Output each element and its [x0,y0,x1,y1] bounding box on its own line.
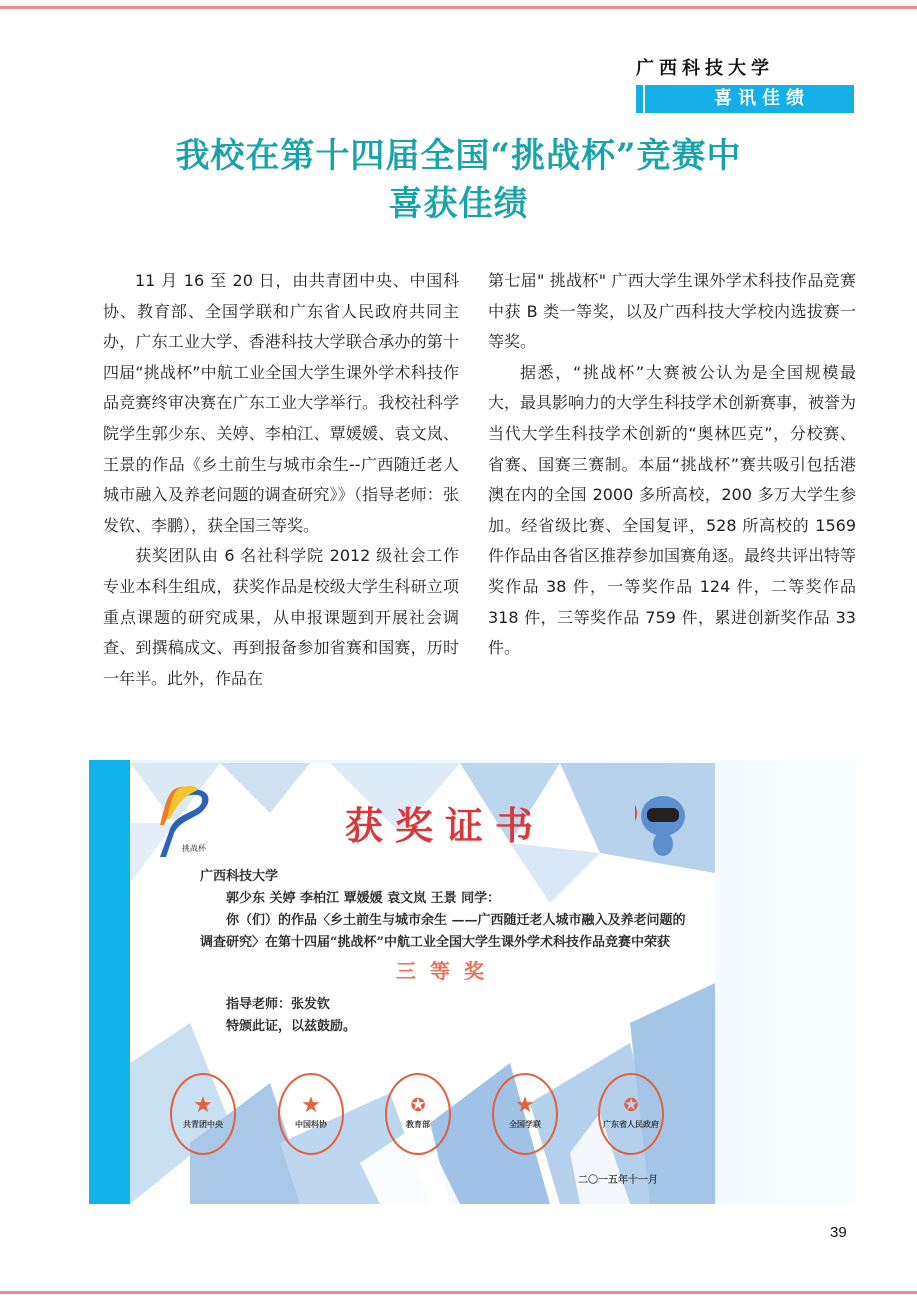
section-band [636,85,854,113]
paragraph: 据悉，“挑战杯”大赛被公认为是全国规模最大，最具影响力的大学生科技学术创新赛事，被誉为当代大学生科技学术创新的“奥林匹克”，分校赛、省赛、国赛三赛制。本届“挑战杯”赛共吸引包括港澳在内的全国 2000 多所高校，200 多万大学生参加。经省级比赛、全国复评，528 所高校的 1569 件作品由各省区推荐参加国赛角逐。最终共评出特等奖作品 38 件，一等奖作品 124 件，二等奖作品 318 件，三等奖作品 759 件，累进创新奖作品 33 件。 [488,362,857,658]
article-column-right [488,266,856,664]
seal-guangdong-government [598,1073,664,1155]
figure-side-strip [89,760,130,1204]
section-label: 喜讯佳绩 [714,88,810,109]
seal-label: 教育部 [406,1119,430,1129]
masthead [636,58,854,113]
award-level: 三等奖 [396,959,498,983]
star-icon: ★ [193,1093,213,1118]
seal-youth-league [170,1073,236,1155]
paragraph: 11 月 16 至 20 日，由共青团中央、中国科协、教育部、全国学联和广东省人民政府共同主办，广东工业大学、香港科技大学联合承办的第十四届“挑战杯”中航工业全国大学生课外学术科技作品竞赛终审决赛在广东工业大学举行。我校社科学院学生郭少东、关婷、李柏江、覃媛媛、袁文岚、王景的作品《乡土前生与城市余生--广西随迁老人城市融入及养老问题的调查研究》》（指导老师：张发钦、李鹏），获全国三等奖。 [103,271,459,535]
certificate-citation: 你（们）的作品〈乡土前生与城市余生 ——广西随迁老人城市融入及养老问题的调查研究〉在第十四届“挑战杯”中航工业全国大学生课外学术科技作品竞赛中荣获 [200,913,686,950]
award-certificate [130,763,715,1204]
seal-label: 全国学联 [509,1119,541,1129]
seal-label: 中国科协 [295,1119,327,1129]
star-icon: ★ [515,1093,535,1118]
seal-student-federation [492,1073,558,1155]
certificate-title: 获奖证书 [345,803,546,848]
official-seals [170,1073,690,1163]
advisor-line: 指导老师：张发钦 [226,997,331,1012]
certificate-body [200,866,694,1038]
recipient-school: 广西科技大学 [200,869,279,884]
star-icon: ★ [301,1093,321,1118]
seal-label: 共青团中央 [183,1119,223,1129]
svg-text:挑战杯: 挑战杯 [182,844,206,853]
seal-label: 广东省人民政府 [603,1119,659,1129]
recipient-names: 郭少东 关婷 李柏江 覃媛媛 袁文岚 王景 同学： [226,891,501,906]
challenge-cup-logo-icon [152,785,222,863]
title-line-2: 喜获佳绩 [388,184,529,224]
seal-cast [278,1073,344,1155]
paragraph: 第七届" 挑战杯" 广西大学生课外学术科技作品竞赛中获 B 类一等奖，以及广西科技大学校内选拔赛一等奖。 [488,271,856,352]
bottom-accent-rule [0,1291,917,1294]
top-accent-rule [0,6,917,9]
paragraph: 获奖团队由 6 名社科学院 2012 级社会工作专业本科生组成，获奖作品是校级大学生科研立项重点课题的研究成果，从申报课题到开展社会调查、到撰稿成文、再到报备参加省赛和国赛，历时一年半。此外，作品在 [103,546,459,688]
national-emblem-icon: ✪ [623,1095,639,1116]
certificate-date: 二〇一五年十一月 [578,1175,658,1186]
page-number: 39 [830,1224,847,1241]
page-title [0,132,917,228]
band-notch [643,85,645,113]
seal-ministry-of-education [385,1073,451,1155]
national-emblem-icon: ✪ [410,1095,426,1116]
closing-line: 特颁此证，以兹鼓励。 [226,1019,357,1034]
certificate-figure [89,760,856,1204]
title-line-1: 我校在第十四届全国“挑战杯”竞赛中 [175,136,742,176]
article-column-left [103,266,459,694]
mascots-icon [635,778,715,868]
masthead-school-name: 广西科技大学 [636,58,774,79]
